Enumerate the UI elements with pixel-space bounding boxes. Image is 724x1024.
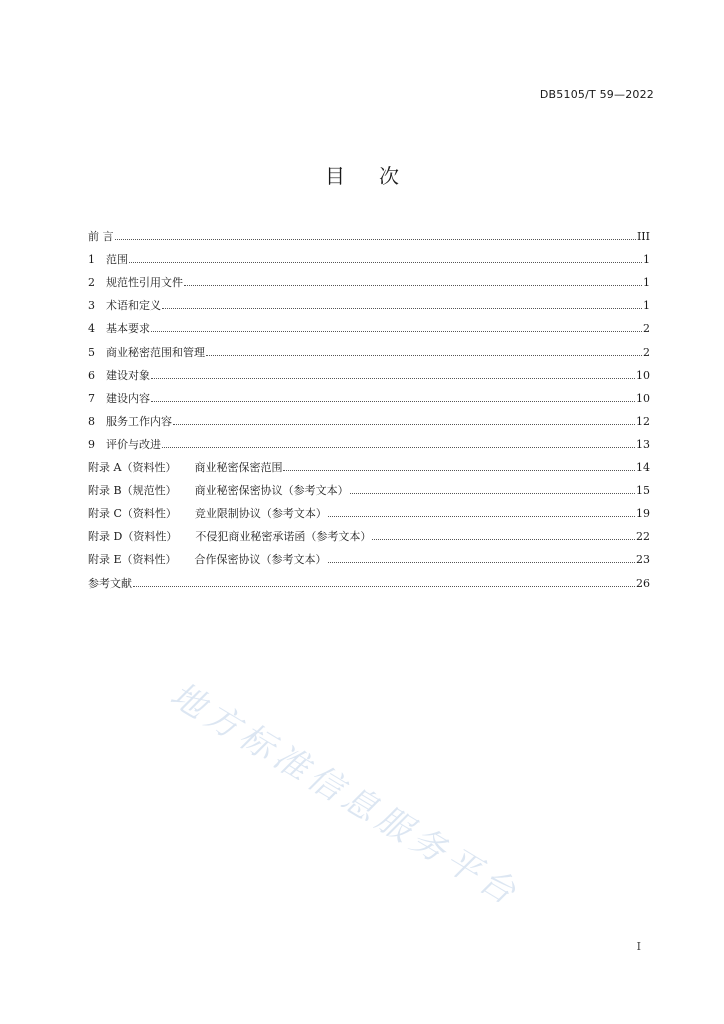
toc-entry-page: 13 (636, 437, 650, 451)
toc-entry-label: 建设内容 (106, 391, 150, 405)
toc-entry-label: 参考文献 (88, 576, 132, 590)
toc-entry-subtitle: 竞业限制协议（参考文本） (194, 507, 327, 521)
toc-entry-subtitle: 商业秘密保密范围 (194, 461, 283, 475)
toc-entry-number: 5 (88, 345, 95, 359)
toc-entry-label: 商业秘密范围和管理 (106, 345, 205, 359)
toc-dot-leader (350, 493, 635, 494)
toc-dot-leader (151, 331, 642, 332)
toc-entry[interactable] (88, 220, 650, 243)
toc-entry-label: 前 言 (88, 230, 114, 244)
toc-entry[interactable] (88, 289, 650, 312)
toc-dot-leader (184, 285, 642, 286)
toc-entry-label: 附录 E（资料性） (88, 553, 177, 567)
toc-entry-page: 1 (643, 276, 650, 290)
toc-dot-leader (162, 308, 642, 309)
toc-entry-page: 1 (643, 299, 650, 313)
toc-entry-page: 15 (636, 484, 650, 498)
toc-entry-label: 附录 C（资料性） (88, 507, 177, 521)
toc-entry-number: 2 (88, 276, 95, 290)
toc-entry[interactable] (88, 243, 650, 266)
toc-entry-label: 服务工作内容 (106, 414, 172, 428)
toc-entry-number: 7 (88, 391, 95, 405)
toc-dot-leader (173, 424, 635, 425)
toc-dot-leader (206, 355, 642, 356)
toc-entry-subtitle: 不侵犯商业秘密承诺函（参考文本） (195, 530, 372, 544)
toc-entry[interactable] (88, 312, 650, 335)
toc-dot-leader (115, 239, 636, 240)
toc-dot-leader (151, 378, 635, 379)
toc-entry[interactable] (88, 566, 650, 589)
toc-entry-page: 10 (636, 391, 650, 405)
document-code: DB5105/T 59—2022 (539, 88, 654, 101)
toc-entry[interactable] (88, 543, 650, 566)
toc-dot-leader (162, 447, 635, 448)
page-number: I (636, 940, 641, 953)
toc-entry-page: 2 (643, 322, 650, 336)
toc-entry[interactable] (88, 428, 650, 451)
toc-entry-page: 14 (636, 461, 650, 475)
page-title (0, 160, 724, 189)
toc-entry[interactable] (88, 359, 650, 382)
toc-entry[interactable] (88, 497, 650, 520)
toc-entry[interactable] (88, 382, 650, 405)
toc-entry-label: 基本要求 (106, 322, 150, 336)
toc-entry-page: 26 (636, 576, 650, 590)
toc-dot-leader (372, 539, 635, 540)
toc-dot-leader (328, 516, 635, 517)
table-of-contents (88, 220, 650, 590)
toc-entry-page: 19 (636, 507, 650, 521)
toc-entry-label: 附录 D（资料性） (88, 530, 178, 544)
toc-dot-leader (328, 562, 635, 563)
toc-entry-label: 附录 B（规范性） (88, 484, 177, 498)
toc-entry-label: 建设对象 (106, 368, 150, 382)
toc-entry[interactable] (88, 335, 650, 358)
toc-entry[interactable] (88, 266, 650, 289)
toc-entry[interactable] (88, 474, 650, 497)
toc-entry-page: 2 (643, 345, 650, 359)
toc-entry-page: III (636, 230, 650, 244)
toc-entry-subtitle: 合作保密协议（参考文本） (194, 553, 327, 567)
toc-entry-page: 12 (636, 414, 650, 428)
toc-entry-number: 9 (88, 437, 95, 451)
toc-entry-subtitle: 商业秘密保密协议（参考文本） (194, 484, 349, 498)
toc-entry-page: 1 (643, 253, 650, 267)
toc-entry[interactable] (88, 405, 650, 428)
toc-entry-number: 6 (88, 368, 95, 382)
toc-entry-page: 10 (636, 368, 650, 382)
toc-dot-leader (151, 401, 635, 402)
toc-entry[interactable] (88, 520, 650, 543)
toc-entry-label: 评价与改进 (106, 437, 161, 451)
toc-entry[interactable] (88, 451, 650, 474)
toc-entry-number: 1 (88, 253, 95, 267)
toc-dot-leader (133, 586, 635, 587)
toc-entry-label: 范围 (106, 253, 128, 267)
toc-entry-number: 3 (88, 299, 95, 313)
title-char-2: 次 (379, 164, 399, 188)
toc-entry-label: 术语和定义 (106, 299, 161, 313)
toc-dot-leader (283, 470, 635, 471)
toc-entry-number: 4 (88, 322, 95, 336)
toc-entry-page: 22 (636, 530, 650, 544)
toc-entry-label: 规范性引用文件 (106, 276, 183, 290)
toc-dot-leader (129, 262, 642, 263)
title-char-1: 目 (325, 164, 345, 188)
toc-entry-number: 8 (88, 414, 95, 428)
watermark: 地方标准信息服务平台 (163, 674, 527, 916)
toc-entry-label: 附录 A（资料性） (88, 461, 177, 475)
toc-entry-page: 23 (636, 553, 650, 567)
